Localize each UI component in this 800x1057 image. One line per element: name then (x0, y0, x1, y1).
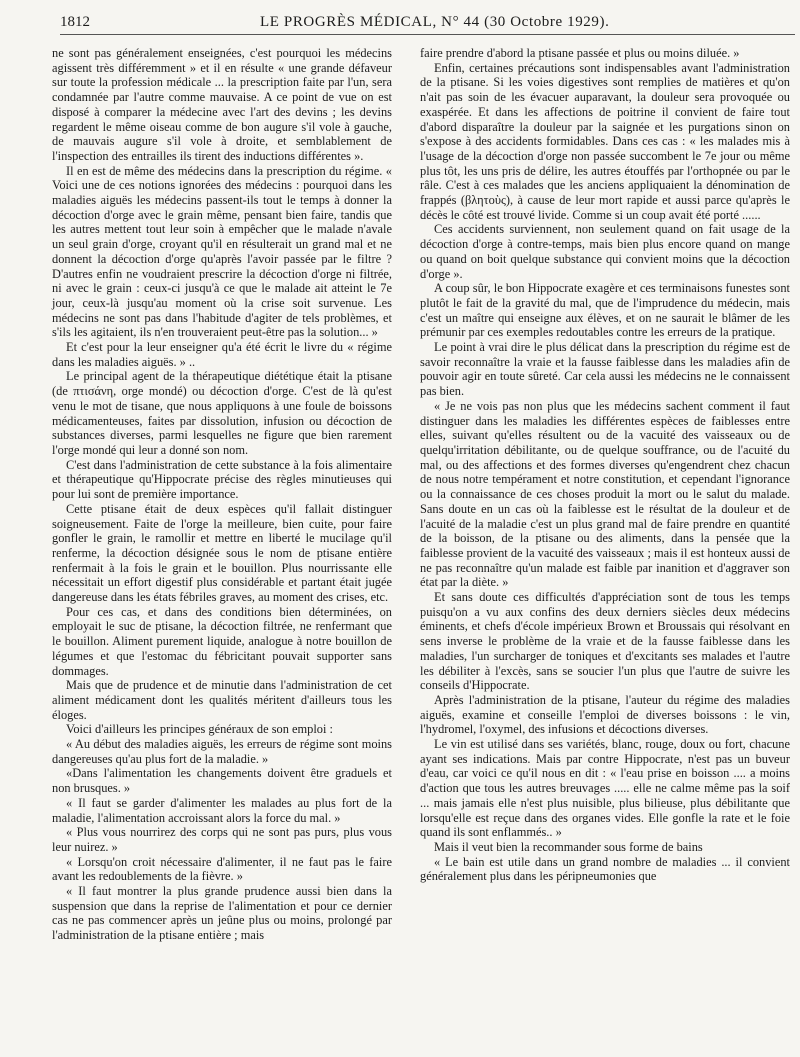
right-column (420, 46, 790, 884)
left-column (52, 46, 392, 943)
paragraph: ne sont pas généralement enseignées, c'est pourquoi les médecins agissent très différemment » et il en résulte « une grande défaveur sur toute la profession médicale ... la prescription faite par l'un, sera condamnée par l'autre comme mauvaise. A ce point de vue on est disposé à comparer la médecine avec l'art des devins ; les devins regardent le même oiseau comme de bon augure s'il vole à gauche, de mauvais augure s'il vole à droite, et semblablement de l'inspection des entrailles ils tirent des inductions différentes ». (52, 46, 392, 163)
paragraph: « Lorsqu'on croit nécessaire d'alimenter, il ne faut pas le faire avant les redoublements de la fièvre. » (52, 854, 392, 884)
paragraph: Après l'administration de la ptisane, l'auteur du régime des maladies aiguës, examine et conseille l'emploi de diverses boissons : le vin, l'hydromel, l'oxymel, des infusions et décoctions diverses. (420, 692, 790, 737)
running-title: LE PROGRÈS MÉDICAL, N° 44 (30 Octobre 1929). (260, 14, 610, 30)
paragraph: Pour ces cas, et dans des conditions bien déterminées, on employait le suc de ptisane, la décoction filtrée, ne renfermant que le bouillon. Aliment purement liquide, analogue à notre bouillon de légumes et que l'estomac du fébricitant pouvait supporter sans dommages. (52, 604, 392, 678)
paragraph: A coup sûr, le bon Hippocrate exagère et ces terminaisons funestes sont plutôt le fait de la gravité du mal, que de l'imprudence du médecin, mais c'est un maître qui enseigne aux élèves, et on ne saurait le blâmer de les prémunir par ces exemples redoutables contre les erreurs de la pratique. (420, 281, 790, 340)
paragraph: « Plus vous nourrirez des corps qui ne sont pas purs, plus vous leur nuirez. » (52, 825, 392, 854)
paragraph: Et sans doute ces difficultés d'appréciation sont de tous les temps puisqu'on a vu aux confins des deux derniers siècles deux médecins éminents, et chefs d'école impérieux Brown et Broussais qui résolvant en sens inverse le problème de la vraie et de la fausse faiblesse dans les maladies, l'un surcharger de toniques et d'excitants ses malades et l'autre les débiliter à l'excès, sans se soucier l'un plus que l'autre de suivre les conseils d'Hippocrate. (420, 590, 790, 693)
paragraph: Cette ptisane était de deux espèces qu'il fallait distinguer soigneusement. Faite de l'orge la meilleure, bien cuite, pour faire gonfler le grain, le ramollir et mettre en liberté le mucilage qu'il renferme, la décoction désignée sous le nom de ptisane entière renfermait à la fois le grain et le bouillon. Plus nourrissante elle nécessitait un effort digestif plus considérable et partant était jugée dangereuse dans les états fébriles graves, au moment des crises, etc. (52, 501, 392, 605)
paragraph: « Il faut montrer la plus grande prudence aussi bien dans la suspension que dans la reprise de l'alimentation et pour ce dernier cas ne pas commencer après un jeûne plus ou moins, prolongé par l'administration de la ptisane entière ; mais (52, 884, 392, 943)
paragraph: Voici d'ailleurs les principes généraux de son emploi : (66, 722, 333, 737)
running-header (60, 12, 795, 35)
paragraph: «Dans l'alimentation les changements doivent être graduels et non brusques. » (52, 766, 392, 796)
paragraph: Mais que de prudence et de minutie dans l'administration de cet aliment médicament dont les qualités méritent d'ailleurs tous les éloges. (52, 678, 392, 722)
paragraph: Ces accidents surviennent, non seulement quand on fait usage de la décoction d'orge à contre-temps, mais bien plus encore quand on mange ou quand on boit quelque substance qui convient moins que la décoction d'orge ». (420, 222, 790, 281)
paragraph: Le vin est utilisé dans ses variétés, blanc, rouge, doux ou fort, chacune ayant ses indications. Mais par contre Hippocrate, n'est pas un buveur d'eau, car voici ce qu'il nous en dit : « l'eau prise en boisson .... a moins d'action que tous les autres breuvages ..... elle ne calme même pas la soif ... mais jamais elle n'est plus nuisible, plus bilieuse, plus débilitante que lorsqu'elle est reçue dans des organes vides. Elle gonfle la rate et le foie quand ils sont enflammés.. » (420, 737, 790, 840)
paragraph: C'est dans l'administration de cette substance à la fois alimentaire et thérapeutique qu'Hippocrate précise des règles minutieuses qui pour lui sont de première importance. (52, 457, 392, 502)
paragraph: Il en est de même des médecins dans la prescription du régime. « Voici une de ces notions ignorées des médecins : pourquoi dans les maladies aiguës les médecins passent-ils tout le temps à donner la décoction d'orge avec le grain même, pensant bien faire, tandis que les autres mettent tout leur soin à empêcher que le malade n'avale un seul grain d'orge, croyant qu'il en résulterait un grand mal et ne donnent la décoction d'orge qu'après l'avoir passée par le filtre ? D'autres enfin ne voudraient prescrire la décoction d'orge ni filtrée, ni avec le grain : ceux-ci jusqu'à ce que le malade ait atteint le 7e jour, ceux-là jusqu'au moment où la crise soit survenue. Les médecins ne sont pas dans l'habitude d'agiter de tels problèmes, et s'ils les agitaient, ils n'en trouveraient peut-être pas la solution... » (52, 163, 392, 340)
paragraph: faire prendre d'abord la ptisane passée et plus ou moins diluée. » (420, 46, 740, 60)
paragraph: « Le bain est utile dans un grand nombre de maladies ... il convient généralement plus dans les péripneumonies que (420, 854, 790, 884)
paragraph: Et c'est pour la leur enseigner qu'a été écrit le livre du « régime dans les maladies aiguës. » .. (52, 340, 392, 369)
paragraph: « Au début des maladies aiguës, les erreurs de régime sont moins dangereuses qu'au plus fort de la maladie. » (52, 737, 392, 766)
paragraph: Le principal agent de la thérapeutique diététique était la ptisane (de πτισάνη, orge mondé) ou décoction d'orge. C'est de là qu'est venu le mot de tisane, que nous appliquons à une foule de boissons médicamenteuses, faites par dissolution, infusion ou décoction de substances diverses, parmi lesquelles ne figure que bien rarement l'orge mondé qui leur a donné son nom. (52, 369, 392, 457)
paragraph: « Je ne vois pas non plus que les médecins sachent comment il faut distinguer dans les maladies les différentes espèces de faiblesses entre elles, suivant qu'elles résultent ou de la vacuité des vaisseaux ou de quelqu'irritation débilitante, ou de quelque souffrance, ou de l'acuité du mal, ou des affections et des formes diverses qu'engendrent chez chacun de nous notre tempérament et notre constitution, et cependant l'ignorance ou la connaissance de ces choses produit la mort ou le salut du malade. Sans doute en un cas où la faiblesse est le résultat de la douleur et de l'acuité de la maladie c'est un plus grand mal de faire prendre en quantité de la boisson, de la ptisane ou des aliments, dans la pensée que la faiblesse provient de la vacuité des vaisseaux ; mais il est honteux aussi de ne pas reconnaître qu'un malade est faible par inanition et d'aggraver son état par la diète. » (420, 398, 790, 590)
page-number: 1812 (60, 14, 90, 30)
paragraph: « Il faut se garder d'alimenter les malades au plus fort de la maladie, l'alimentation accroissant alors la force du mal. » (52, 795, 392, 825)
paragraph: Mais il veut bien la recommander sous forme de bains (434, 839, 703, 854)
paragraph: Enfin, certaines précautions sont indispensables avant l'administration de la ptisane. Si les voies digestives sont remplies de matières et qu'on n'ait pas soin de les évacuer auparavant, la douleur sera provoquée ou exaspérée. Et dans les affections de poitrine il convient de faire tout d'abord disparaître la douleur par la saignée et les purgations sinon on s'expose à des accidents formidables. Dans ces cas : « les malades mis à l'usage de la décoction d'orge non passée succombent le 7e jour ou même plus tôt, les uns pris de délire, les autres étouffés par l'orthopnée ou par le râle. C'est à ces malades que les anciens appliquaient la dénomination de frappés (βλητοὺς), à cause de leur mort rapide et aussi parce qu'après le décès le côté est trouvé livide. Comme si un coup avait été porté ...... (420, 60, 790, 222)
paragraph: Le point à vrai dire le plus délicat dans la prescription du régime est de savoir reconnaître la vraie et la fausse faiblesse dans les maladies afin de pouvoir agir en toute sûreté. Car cela aussi les médecins ne le connaissent pas bien. (420, 340, 790, 399)
